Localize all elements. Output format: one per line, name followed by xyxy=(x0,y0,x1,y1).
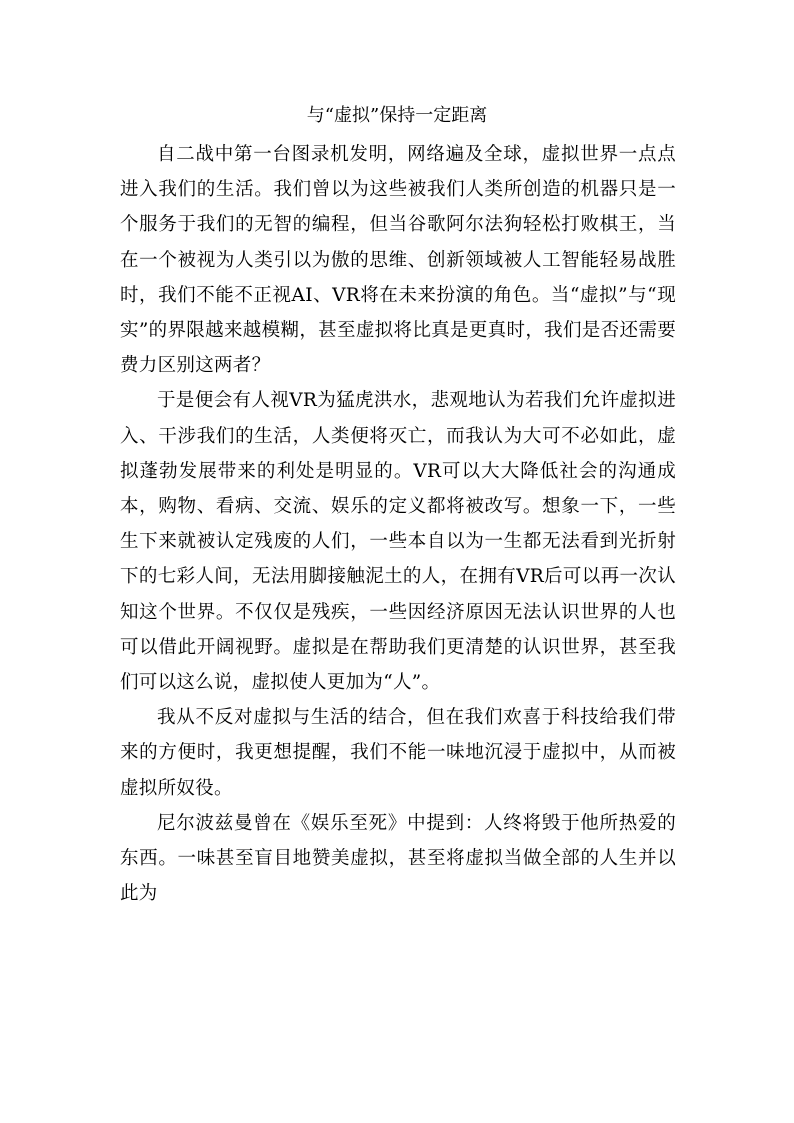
essay-title: 与“虚拟”保持一定距离 xyxy=(306,105,488,126)
essay-body xyxy=(120,137,676,911)
paragraph-4: 尼尔波兹曼曾在《娱乐至死》中提到：人终将毁于他所热爱的东西。一味甚至盲目地赞美虚拟，甚至将虚拟当做全部的人生并以此为 xyxy=(120,812,676,905)
paragraph-3: 我从不反对虚拟与生活的结合，但在我们欢喜于科技给我们带来的方便时，我更想提醒，我们不能一味地沉浸于虚拟中，从而被虚拟所奴役。 xyxy=(120,707,676,799)
paragraph-1: 自二战中第一台图录机发明，网络遍及全球，虚拟世界一点点进入我们的生活。我们曾以为这些被我们人类所创造的机器只是一个服务于我们的无智的编程，但当谷歌阿尔法狗轻松打败棋王，当在一个被视为人类引以为傲的思维、创新领域被人工智能轻易战胜时，我们不能不正视AI、VR将在未来扮演的角色。当“虚拟”与“现实”的界限越来越模糊，甚至虚拟将比真是更真时，我们是否还需要费力区别这两者？ xyxy=(120,144,676,377)
paragraph-2: 于是便会有人视VR为猛虎洪水，悲观地认为若我们允许虚拟进入、干涉我们的生活，人类便将灭亡，而我认为大可不必如此，虚拟蓬勃发展带来的利处是明显的。VR可以大大降低社会的沟通成本，购物、看病、交流、娱乐的定义都将被改写。想象一下，一些生下来就被认定残废的人们，一些本自以为一生都无法看到光折射下的七彩人间，无法用脚接触泥土的人，在拥有VR后可以再一次认知这个世界。不仅仅是残疾，一些因经济原因无法认识世界的人也可以借此开阔视野。虚拟是在帮助我们更清楚的认识世界，甚至我们可以这么说，虚拟使人更加为“人”。 xyxy=(120,390,676,694)
